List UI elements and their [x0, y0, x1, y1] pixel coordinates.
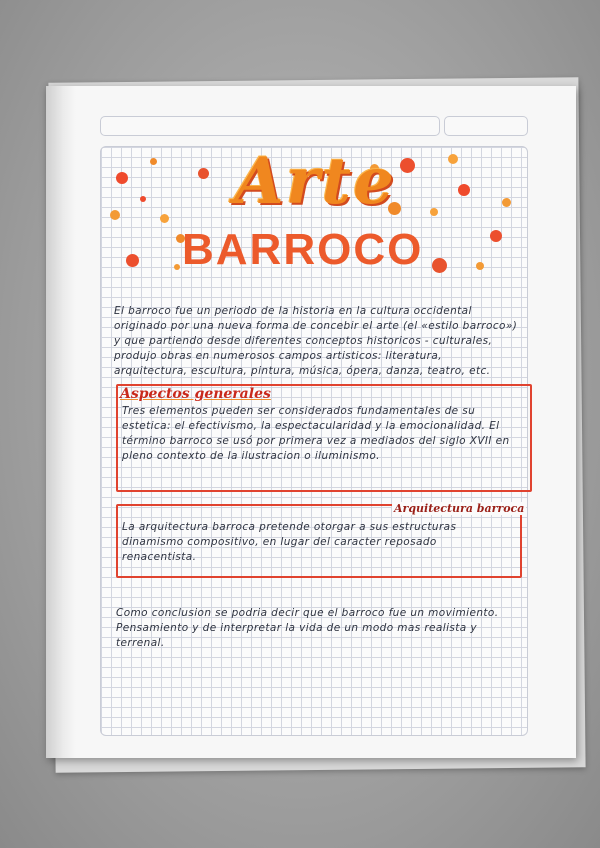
header-field-date	[444, 116, 528, 136]
title-caps: BARROCO	[182, 225, 424, 274]
notebook-spine	[46, 86, 76, 758]
intro-paragraph: El barroco fue un periodo de la historia en la cultura occidental originado por una nueva forma de concebir el arte (el «estilo barroco») y que partiendo desde diferentes conceptos historicos - culturales, produjo obras en numerosos campos artisticos: literatura, arquitectura, escultura, pintura, música, ópera, danza, teatro, etc.	[114, 305, 518, 377]
architecture-heading: Arquitectura barroca	[394, 502, 525, 515]
title-script: Arte	[234, 144, 396, 219]
general-aspects-text: Tres elementos pueden ser considerados fundamentales de su estetica: el efectivismo, la espectacularidad y la emocionalidad. El término barroco se usó por primera vez a mediados del siglo XVII en pleno contexto de la ilustracion o iluminismo.	[122, 405, 510, 462]
conclusion-paragraph: Como conclusion se podria decir que el barroco fue un movimiento. Pensamiento y de interpretar la vida de un modo mas realista y terrenal.	[116, 607, 499, 649]
architecture-text: La arquitectura barroca pretende otorgar a sus estructuras dinamismo compositivo, en lugar del caracter reposado renacentista.	[122, 521, 457, 563]
header-field-title	[100, 116, 440, 136]
general-aspects-heading: Aspectos generales	[120, 386, 271, 402]
